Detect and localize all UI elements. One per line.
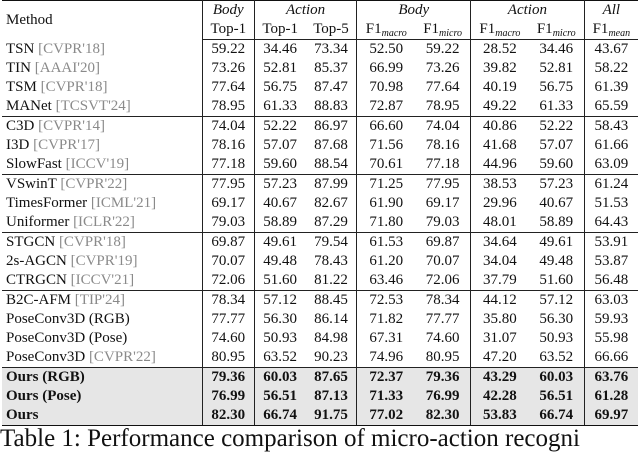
- table-row: [2, 387, 638, 406]
- metric-header-label: F1: [479, 21, 496, 37]
- table-row: [2, 136, 638, 155]
- value-cell: 63.03: [584, 291, 638, 311]
- value-cell: 40.19: [483, 79, 517, 95]
- value-cell: 66.66: [594, 349, 629, 365]
- value-cell: 44.96: [483, 156, 517, 172]
- value-cell: 42.28: [471, 387, 529, 406]
- table-row: [2, 233, 638, 253]
- value-cell: 64.43: [594, 214, 629, 230]
- value-cell: 58.89: [263, 214, 298, 230]
- method-cell: [2, 155, 202, 175]
- table-row: [2, 368, 638, 388]
- value-cell: 59.60: [263, 156, 298, 172]
- method-venue: [CVPR'18]: [58, 234, 126, 250]
- value-cell: 63.09: [594, 156, 629, 172]
- value-cell: 74.96: [369, 349, 404, 365]
- value-cell: 59.22: [202, 40, 254, 60]
- method-name: SlowFast: [6, 156, 62, 172]
- table-row: [2, 117, 638, 137]
- method-name: B2C-AFM: [6, 292, 72, 308]
- value-cell: 66.60: [357, 117, 415, 137]
- value-cell: 71.80: [369, 214, 404, 230]
- method-name: Ours (RGB): [6, 369, 85, 385]
- method-name: Uniformer: [6, 214, 70, 230]
- group-header-all: All: [602, 2, 621, 18]
- group-header-action-f1: Action: [471, 1, 585, 21]
- table-row: [2, 329, 638, 348]
- value-cell: 63.52: [529, 348, 584, 368]
- table-row: [2, 97, 638, 117]
- metric-header-label: F1: [423, 21, 440, 37]
- method-name: MANet: [6, 98, 52, 114]
- method-name: 2s-AGCN: [6, 253, 67, 269]
- value-cell: 74.60: [202, 329, 254, 348]
- method-cell: [2, 117, 202, 137]
- value-cell: 56.75: [529, 78, 584, 97]
- method-cell: [2, 329, 202, 348]
- method-venue: [CVPR'18]: [40, 79, 108, 95]
- value-cell: 77.18: [415, 155, 470, 175]
- method-cell: [2, 213, 202, 233]
- value-cell: 49.22: [483, 98, 517, 114]
- method-name: TIN: [6, 60, 31, 76]
- value-cell: 74.60: [415, 329, 470, 348]
- metric-header-label: F1: [365, 21, 382, 37]
- value-cell: 49.61: [254, 233, 305, 253]
- value-cell: 65.59: [594, 98, 629, 114]
- value-cell: 40.86: [471, 117, 529, 137]
- value-cell: 77.64: [202, 78, 254, 97]
- value-cell: 56.30: [529, 310, 584, 329]
- value-cell: 79.36: [415, 368, 470, 388]
- value-cell: 86.14: [306, 310, 357, 329]
- table-row: [2, 348, 638, 368]
- method-cell: [2, 310, 202, 329]
- value-cell: 34.46: [529, 40, 584, 60]
- metric-header-label: Top-1: [210, 21, 247, 37]
- value-cell: 77.18: [202, 155, 254, 175]
- method-name: TSN: [6, 40, 35, 57]
- value-cell: 38.53: [471, 175, 529, 195]
- method-cell: [2, 59, 202, 78]
- value-cell: 63.52: [263, 349, 298, 365]
- method-cell: [2, 97, 202, 117]
- value-cell: 82.67: [306, 194, 357, 213]
- value-cell: 72.87: [369, 98, 404, 114]
- method-venue: [TIP'24]: [74, 292, 125, 308]
- method-name: PoseConv3D (RGB): [6, 311, 130, 327]
- value-cell: 72.06: [415, 271, 470, 291]
- metric-header-label: F1: [536, 21, 553, 37]
- value-cell: 43.29: [471, 368, 529, 388]
- value-cell: 88.83: [306, 97, 357, 117]
- value-cell: 77.77: [202, 310, 254, 329]
- table-row: [2, 155, 638, 175]
- method-venue: [CVPR'14]: [38, 118, 105, 134]
- metric-header-subscript: macro: [495, 28, 521, 39]
- value-cell: 53.91: [584, 233, 638, 253]
- results-table-container: [2, 0, 638, 426]
- value-cell: 81.22: [306, 271, 357, 291]
- value-cell: 71.82: [369, 311, 404, 327]
- method-cell: [2, 233, 202, 253]
- method-venue: [CVPR'22]: [60, 176, 128, 192]
- table-row: [2, 310, 638, 329]
- method-name: C3D: [6, 118, 35, 134]
- value-cell: 39.82: [483, 60, 517, 76]
- table-row: [2, 175, 638, 195]
- value-cell: 73.26: [202, 59, 254, 78]
- value-cell: 80.95: [202, 348, 254, 368]
- value-cell: 52.81: [529, 59, 584, 78]
- value-cell: 61.39: [594, 79, 629, 95]
- method-name: TSM: [6, 79, 37, 95]
- results-table: [2, 0, 638, 426]
- value-cell: 59.22: [415, 40, 470, 60]
- metric-header: [584, 20, 638, 40]
- table-row: [2, 78, 638, 97]
- value-cell: 79.54: [306, 233, 357, 253]
- value-cell: 50.93: [263, 330, 298, 346]
- group-header-action-top: Action: [254, 1, 357, 21]
- method-venue: [ICLR'22]: [73, 214, 135, 230]
- value-cell: 73.26: [415, 59, 470, 78]
- value-cell: 87.68: [306, 136, 357, 155]
- value-cell: 48.01: [483, 214, 517, 230]
- method-cell: [2, 291, 202, 311]
- value-cell: 61.33: [529, 97, 584, 117]
- value-cell: 69.87: [202, 233, 254, 253]
- value-cell: 84.98: [306, 329, 357, 348]
- value-cell: 56.48: [594, 272, 629, 288]
- metric-header-subscript: mean: [608, 28, 631, 39]
- value-cell: 49.61: [529, 233, 584, 253]
- method-venue: [TCSVT'24]: [55, 98, 131, 114]
- value-cell: 87.29: [306, 213, 357, 233]
- value-cell: 80.95: [415, 348, 470, 368]
- value-cell: 50.93: [529, 329, 584, 348]
- metric-header: [202, 20, 254, 40]
- value-cell: 56.75: [263, 79, 298, 95]
- group-header-body-top: Body: [202, 1, 254, 21]
- method-name: PoseConv3D: [6, 349, 86, 365]
- value-cell: 57.23: [529, 175, 584, 195]
- value-cell: 52.81: [263, 60, 298, 76]
- value-cell: 52.22: [254, 117, 305, 137]
- value-cell: 78.43: [306, 252, 357, 271]
- value-cell: 34.46: [263, 41, 298, 57]
- group-header-body-f1: Body: [357, 1, 471, 21]
- value-cell: 70.98: [369, 79, 404, 95]
- results-body: [2, 40, 638, 426]
- method-cell: [2, 175, 202, 195]
- metric-header: [254, 20, 305, 40]
- value-cell: 61.53: [357, 233, 415, 253]
- method-name: TimesFormer: [6, 195, 88, 211]
- value-cell: 29.96: [483, 195, 517, 211]
- value-cell: 66.99: [369, 60, 404, 76]
- value-cell: 37.79: [483, 272, 517, 288]
- metric-header-subscript: micro: [552, 28, 576, 39]
- value-cell: 34.04: [483, 253, 517, 269]
- metric-header-subscript: micro: [439, 28, 463, 39]
- method-venue: [AAAI'20]: [34, 60, 100, 76]
- value-cell: 47.20: [483, 349, 517, 365]
- method-venue: [CVPR'19]: [70, 253, 138, 269]
- metric-header-label: F1: [592, 21, 609, 37]
- value-cell: 91.75: [306, 406, 357, 426]
- value-cell: 77.77: [415, 310, 470, 329]
- metric-header: [529, 20, 584, 40]
- value-cell: 72.06: [202, 271, 254, 291]
- value-cell: 55.98: [594, 330, 629, 346]
- value-cell: 57.12: [254, 291, 305, 311]
- metric-header: [471, 20, 529, 40]
- value-cell: 61.20: [369, 253, 404, 269]
- method-cell: [2, 136, 202, 155]
- value-cell: 57.07: [529, 136, 584, 155]
- method-name: Ours: [6, 407, 39, 423]
- value-cell: 58.89: [529, 213, 584, 233]
- value-cell: 77.95: [202, 175, 254, 195]
- value-cell: 79.03: [415, 213, 470, 233]
- method-name: PoseConv3D (Pose): [6, 330, 128, 346]
- value-cell: 78.95: [415, 97, 470, 117]
- value-cell: 58.22: [594, 60, 629, 76]
- value-cell: 69.87: [415, 233, 470, 253]
- table-row: [2, 252, 638, 271]
- method-venue: [ICCV'19]: [65, 156, 130, 172]
- value-cell: 59.60: [529, 155, 584, 175]
- method-venue: [CVPR'22]: [88, 349, 156, 365]
- table-caption: Table 1: Performance comparison of micro-action recogni: [0, 425, 580, 452]
- value-cell: 76.99: [415, 387, 470, 406]
- value-cell: 52.50: [369, 41, 404, 57]
- table-row: [2, 194, 638, 213]
- method-cell: [2, 40, 202, 60]
- method-venue: [CVPR'18]: [38, 40, 105, 57]
- table-row: [2, 40, 638, 60]
- value-cell: 74.04: [415, 117, 470, 137]
- value-cell: 59.93: [594, 311, 629, 327]
- value-cell: 71.56: [369, 137, 404, 153]
- value-cell: 77.64: [415, 78, 470, 97]
- value-cell: 82.30: [202, 406, 254, 426]
- value-cell: 78.95: [202, 97, 254, 117]
- value-cell: 73.34: [306, 40, 357, 60]
- value-cell: 60.03: [254, 368, 305, 388]
- value-cell: 78.16: [415, 136, 470, 155]
- value-cell: 61.90: [369, 195, 404, 211]
- value-cell: 57.12: [529, 291, 584, 311]
- value-cell: 40.67: [263, 195, 298, 211]
- value-cell: 40.67: [529, 194, 584, 213]
- method-cell: [2, 194, 202, 213]
- value-cell: 88.45: [306, 291, 357, 311]
- value-cell: 87.99: [306, 175, 357, 195]
- value-cell: 57.23: [254, 175, 305, 195]
- value-cell: 52.22: [529, 117, 584, 137]
- method-name: CTRGCN: [6, 272, 67, 288]
- value-cell: 69.17: [415, 194, 470, 213]
- table-row: [2, 271, 638, 291]
- value-cell: 44.12: [471, 291, 529, 311]
- value-cell: 57.07: [263, 137, 298, 153]
- value-cell: 61.33: [263, 98, 298, 114]
- value-cell: 61.66: [594, 137, 629, 153]
- value-cell: 77.95: [415, 175, 470, 195]
- value-cell: 61.28: [584, 387, 638, 406]
- metric-header: [415, 20, 470, 40]
- value-cell: 79.03: [202, 213, 254, 233]
- value-cell: 41.68: [483, 137, 517, 153]
- method-header: Method: [2, 1, 202, 40]
- value-cell: 78.34: [415, 291, 470, 311]
- value-cell: 70.61: [369, 156, 404, 172]
- value-cell: 87.65: [306, 368, 357, 388]
- method-name: I3D: [6, 137, 30, 153]
- value-cell: 53.83: [471, 406, 529, 426]
- value-cell: 77.02: [357, 406, 415, 426]
- metric-header-label: Top-5: [313, 21, 349, 37]
- value-cell: 78.34: [202, 291, 254, 311]
- value-cell: 31.07: [483, 330, 517, 346]
- value-cell: 51.53: [594, 195, 629, 211]
- value-cell: 78.16: [202, 136, 254, 155]
- method-cell: [2, 368, 202, 388]
- value-cell: 66.74: [529, 406, 584, 426]
- value-cell: 63.76: [584, 368, 638, 388]
- method-cell: [2, 387, 202, 406]
- value-cell: 60.03: [529, 368, 584, 388]
- method-venue: [ICML'21]: [90, 195, 157, 211]
- value-cell: 87.47: [306, 78, 357, 97]
- table-row: [2, 291, 638, 311]
- value-cell: 56.51: [529, 387, 584, 406]
- value-cell: 85.37: [306, 59, 357, 78]
- value-cell: 56.51: [254, 387, 305, 406]
- value-cell: 51.60: [529, 271, 584, 291]
- value-cell: 70.07: [415, 252, 470, 271]
- value-cell: 43.67: [594, 41, 629, 57]
- value-cell: 72.37: [357, 368, 415, 388]
- method-cell: [2, 348, 202, 368]
- value-cell: 86.97: [306, 117, 357, 137]
- value-cell: 90.23: [306, 348, 357, 368]
- value-cell: 71.25: [357, 175, 415, 195]
- value-cell: 67.31: [369, 330, 404, 346]
- table-row: [2, 213, 638, 233]
- table-row: [2, 59, 638, 78]
- value-cell: 56.30: [263, 311, 298, 327]
- value-cell: 76.99: [202, 387, 254, 406]
- value-cell: 34.64: [471, 233, 529, 253]
- value-cell: 35.80: [483, 311, 517, 327]
- value-cell: 72.53: [357, 291, 415, 311]
- value-cell: 66.74: [254, 406, 305, 426]
- value-cell: 49.48: [263, 253, 298, 269]
- value-cell: 51.60: [263, 272, 298, 288]
- value-cell: 58.43: [584, 117, 638, 137]
- value-cell: 28.52: [483, 41, 517, 57]
- value-cell: 79.36: [202, 368, 254, 388]
- value-cell: 70.07: [202, 252, 254, 271]
- value-cell: 53.87: [594, 253, 629, 269]
- metric-header: [306, 20, 357, 40]
- metric-header: [357, 20, 415, 40]
- value-cell: 71.33: [357, 387, 415, 406]
- method-venue: [ICCV'21]: [70, 272, 135, 288]
- value-cell: 74.04: [202, 117, 254, 137]
- value-cell: 69.17: [202, 194, 254, 213]
- value-cell: 88.54: [306, 155, 357, 175]
- method-cell: [2, 78, 202, 97]
- value-cell: 61.24: [584, 175, 638, 195]
- method-venue: [CVPR'17]: [33, 137, 100, 153]
- method-name: VSwinT: [6, 176, 57, 192]
- value-cell: 82.30: [415, 406, 470, 426]
- header-row-groups: [2, 1, 638, 21]
- method-cell: [2, 271, 202, 291]
- metric-header-label: Top-1: [262, 21, 298, 37]
- metric-header-subscript: macro: [381, 28, 407, 39]
- value-cell: 87.13: [306, 387, 357, 406]
- method-name: Ours (Pose): [6, 388, 82, 404]
- value-cell: 49.48: [529, 252, 584, 271]
- method-name: STGCN: [6, 234, 56, 250]
- method-cell: [2, 252, 202, 271]
- value-cell: 69.97: [584, 406, 638, 426]
- value-cell: 63.46: [369, 272, 404, 288]
